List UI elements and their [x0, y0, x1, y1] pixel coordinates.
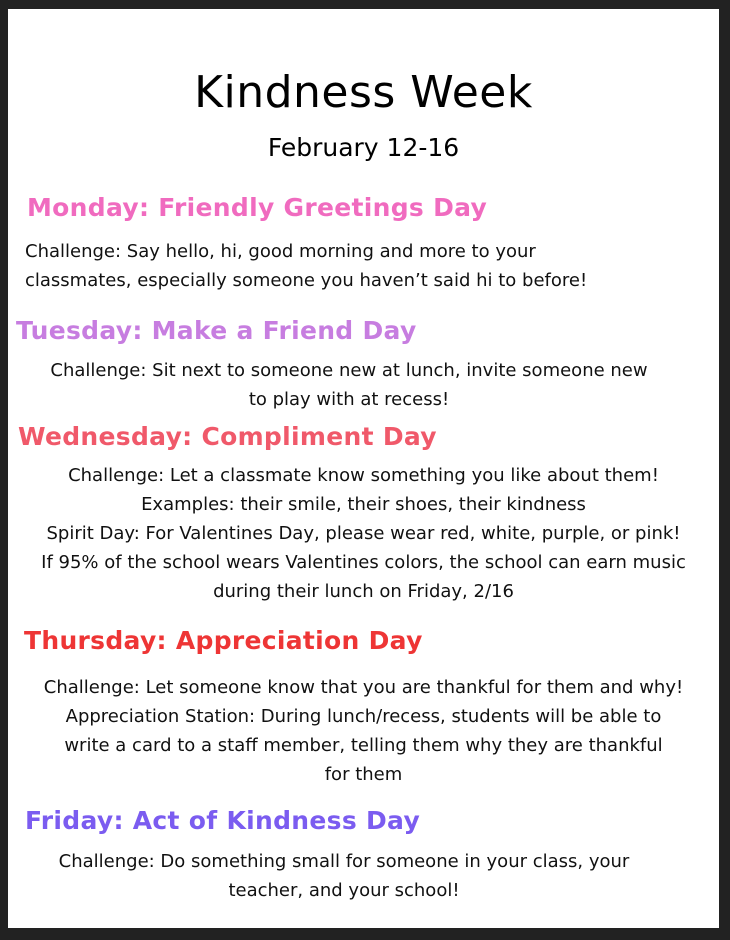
wednesday-line-1: Challenge: Let a classmate know something you like about them! [68, 465, 659, 486]
wednesday-heading: Wednesday: Compliment Day [18, 422, 437, 451]
flyer-page [8, 9, 719, 928]
monday-line-1: Challenge: Say hello, hi, good morning and more to your [25, 241, 536, 262]
monday-heading: Monday: Friendly Greetings Day [27, 193, 488, 222]
wednesday-line-2: Examples: their smile, their shoes, their kindness [141, 494, 586, 515]
date-range: February 12-16 [267, 133, 460, 162]
thursday-line-3: write a card to a staff member, telling them why they are thankful [64, 735, 663, 756]
thursday-heading: Thursday: Appreciation Day [24, 626, 423, 655]
friday-heading: Friday: Act of Kindness Day [25, 806, 421, 835]
thursday-line-4: for them [324, 764, 403, 785]
wednesday-line-4: If 95% of the school wears Valentines colors, the school can earn music [41, 552, 686, 573]
tuesday-line-1: Challenge: Sit next to someone new at lunch, invite someone new [50, 360, 648, 381]
tuesday-line-2: to play with at recess! [248, 389, 450, 410]
wednesday-line-3: Spirit Day: For Valentines Day, please wear red, white, purple, or pink! [46, 523, 681, 544]
wednesday-line-5: during their lunch on Friday, 2/16 [213, 581, 514, 602]
monday-line-2: classmates, especially someone you haven’t said hi to before! [25, 270, 588, 291]
friday-line-1: Challenge: Do something small for someone in your class, your [58, 851, 630, 872]
tuesday-heading: Tuesday: Make a Friend Day [16, 316, 417, 345]
thursday-line-2: Appreciation Station: During lunch/recess, students will be able to [65, 706, 662, 727]
page-title: Kindness Week [194, 67, 533, 118]
thursday-line-1: Challenge: Let someone know that you are thankful for them and why! [43, 677, 684, 698]
friday-line-2: teacher, and your school! [228, 880, 460, 901]
